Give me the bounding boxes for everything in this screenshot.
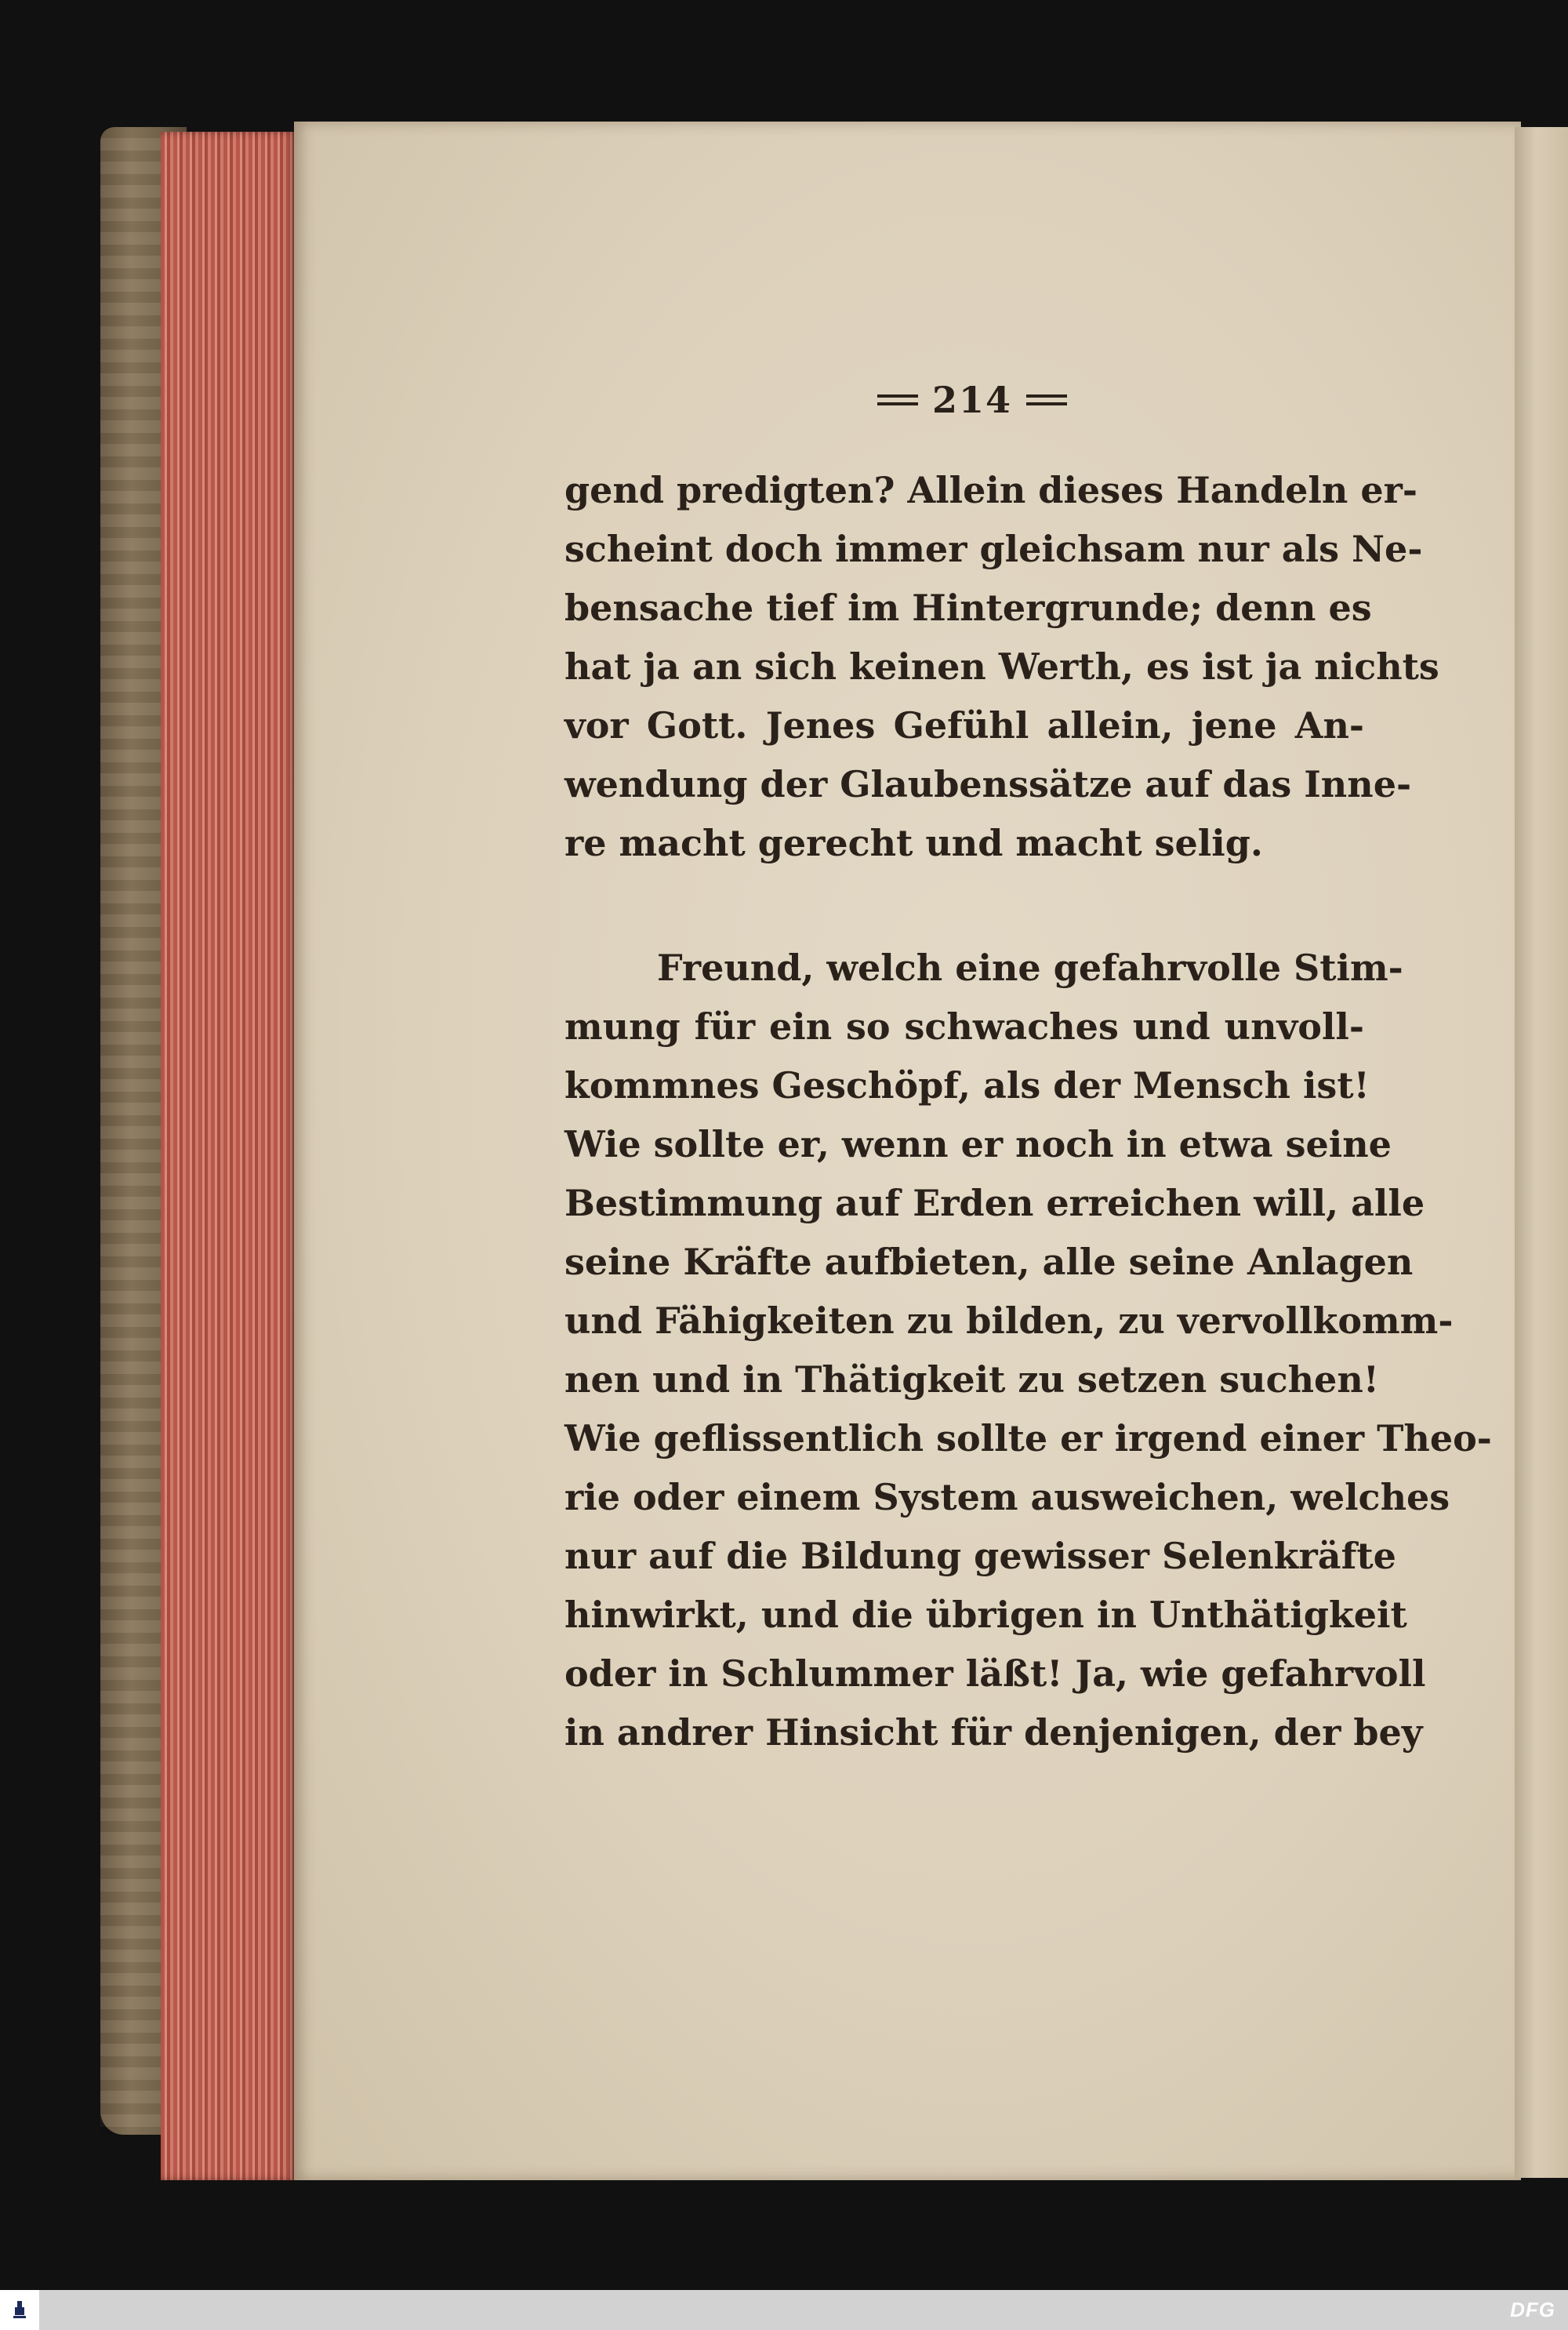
text-line: gend predigten? Allein dieses Handeln er- [564,469,1417,511]
header-rule-right [1026,394,1067,405]
text-line: re macht gerecht und macht selig. [564,822,1263,864]
text-line: nen und in Thätigkeit zu setzen suchen! [564,1358,1379,1401]
dfg-logo[interactable]: DFG [1510,2298,1555,2321]
text-line: seine Kräfte aufbieten, alle seine Anlagen [564,1241,1414,1283]
text-line: hinwirkt, und die übrigen in Unthätigkeit [564,1594,1407,1636]
text-line: oder in Schlummer läßt! Ja, wie gefahrvoll [564,1652,1426,1695]
text-line: und Fähigkeiten zu bilden, zu vervollkomm- [564,1299,1454,1342]
text-line: bensache tief im Hintergrunde; denn es [564,587,1372,629]
text-line: nur auf die Bildung gewisser Selenkräfte [564,1535,1396,1577]
text-line: vor Gott. Jenes Gefühl allein, jene An- [564,704,1364,747]
text-line: scheint doch immer gleichsam nur als Ne- [564,528,1423,570]
body-text [564,461,1492,1762]
text-line: kommnes Geschöpf, als der Mensch ist! [564,1064,1370,1107]
text-line: rie oder einem System ausweichen, welches [564,1476,1450,1518]
text-line: Freund, welch eine gefahrvolle Stim- [657,947,1403,989]
viewer-footer-bar [0,2290,1568,2330]
next-page-edge [1515,127,1568,2178]
page-edges [161,132,296,2180]
text-line: wendung der Glaubenssätze auf das Inne- [564,763,1412,805]
library-logo-icon [12,2299,27,2321]
text-line: Wie geflissentlich sollte er irgend einer Theo- [564,1417,1492,1459]
text-line: hat ja an sich keinen Werth, es ist ja nichts [564,645,1439,688]
paragraph-gap [564,873,1364,939]
page-header [815,376,1129,423]
library-logo[interactable] [0,2290,39,2330]
text-line: in andrer Hinsicht für denjenigen, der bey [564,1711,1423,1754]
header-rule-left [877,394,918,405]
text-line: mung für ein so schwaches und unvoll- [564,1005,1364,1048]
page-number: 214 [931,379,1013,421]
text-line: Wie sollte er, wenn er noch in etwa seine [564,1123,1392,1165]
text-line: Bestimmung auf Erden erreichen will, alle [564,1182,1425,1224]
